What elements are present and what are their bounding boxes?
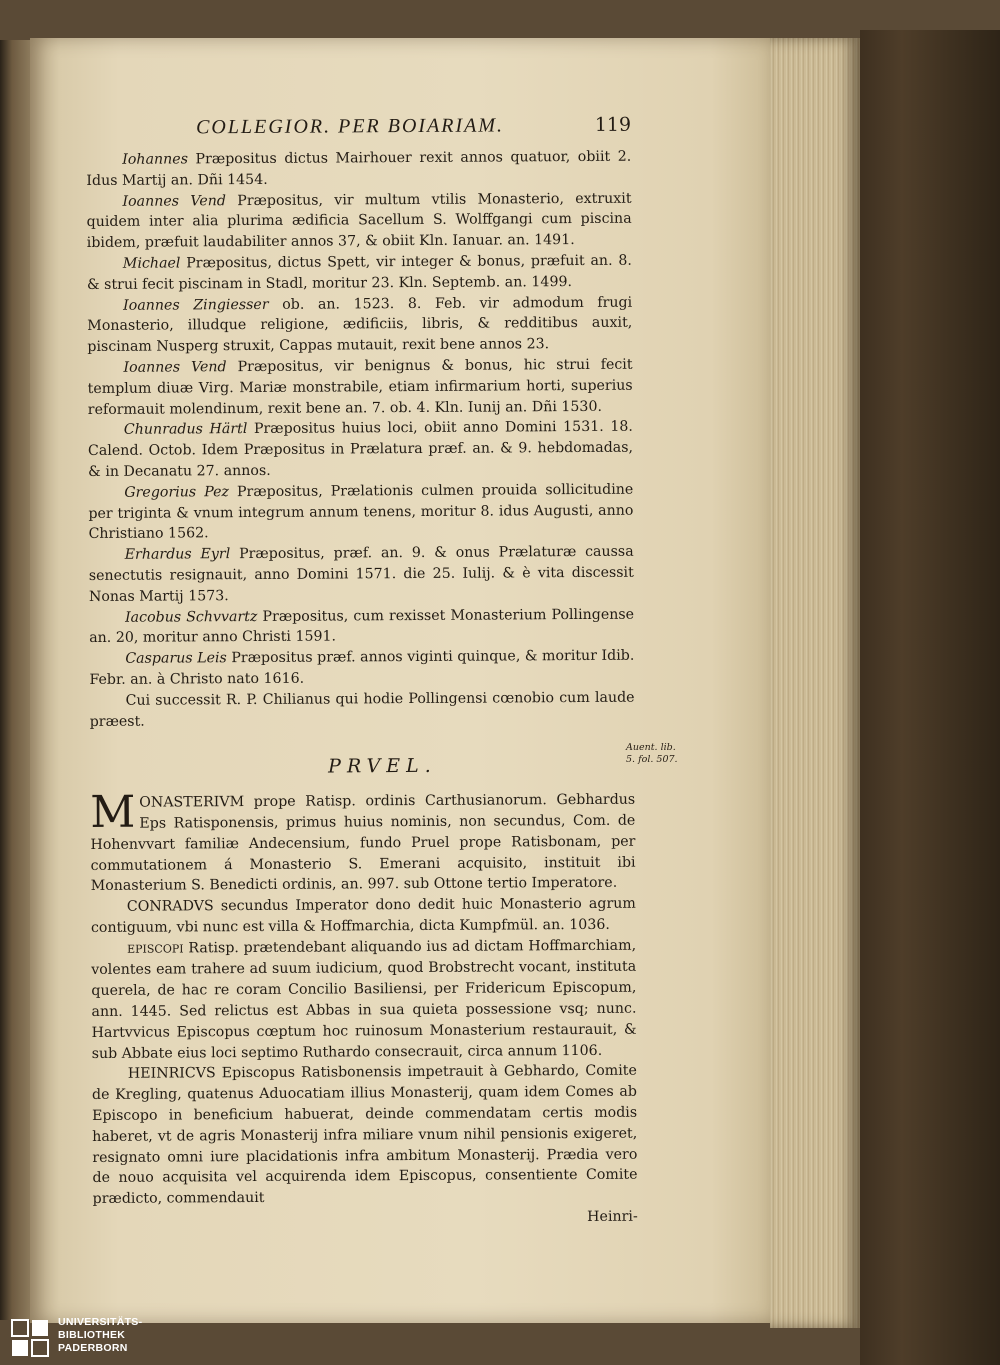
running-head (86, 115, 631, 146)
entry-text: Præpositus, præf. an. 9. & onus Prælaturæ caussa senectutis resignauit, anno Domini 1571. die 25. Iulij. & è vita discessit Nonas Martij 1573. (88, 543, 634, 605)
entry-name: Ioannes Vend (123, 359, 227, 376)
paragraph-text: prope Ratisp. ordinis Carthusianorum. Gebhardus Eps Ratisponensis, primus huius nominis, non secundus, Com. de Hohenvvart familiæ Andecensium, fundo Pruel prope Ratisbonam, per commutationem á Monasterio S. Emerani acquisito, instituit ibi Monasterium S. Benedicti ordinis, an. 997. sub Ottone tertio Imperatore. (90, 791, 636, 895)
list-item (87, 251, 632, 296)
entry-text: Præpositus huius loci, obiit anno Domini 1531. 18. Calend. Octob. Idem Præpositus in Prælatura præf. an. & 9. hebdomadas, & in Decanatu 27. annos. (87, 419, 634, 480)
entry-name: Ioannes Vend (122, 192, 226, 210)
paragraph-text: secundus Imperator dono dedit huic Monasterio agrum contiguum, vbi nunc est villa & Hoffmarchia, dicta Kumpfmül. an. 1036. (90, 895, 636, 936)
entry-name: Iacobus Schvvartz (125, 608, 258, 626)
entry-text: Præpositus, cum rexisset Monasterium Pollingense an. 20, moritur anno Christi 1591. (89, 606, 635, 647)
list-item (88, 417, 633, 483)
entry-name: Casparus Leis (125, 650, 227, 667)
entry-name: Ioannes Zingiesser (123, 296, 269, 314)
list-item (86, 147, 631, 192)
list-item (89, 604, 634, 649)
entry-text: Præpositus, vir benignus & bonus, hic strui fecit templum diuæ Virg. Mariæ monstrabile, etiam infirmarium horti, superius reformauit molendinum, rexit bene an. 7. ob. 4. Kln. Iunij an. Dñi 1530. (87, 356, 633, 418)
list-item (86, 188, 631, 254)
logo-line: UNIVERSITÄTS- (58, 1316, 143, 1328)
entry-text: Cui successit R. P. Chilianus qui hodie Pollingensi cœnobio cum laude præest. (89, 689, 635, 730)
entry-text: Præpositus, Prælationis culmen prouida sollicitudine per triginta & vnum integrum annum tenens, moritur 8. idus Augusti, anno Christiano 1562. (88, 481, 634, 543)
page-number: 119 (594, 113, 632, 136)
logo-line: PADERBORN (58, 1342, 128, 1354)
entry-name: Erhardus Eyrl (124, 546, 231, 563)
library-logo-icon (10, 1318, 50, 1358)
library-logo (8, 1312, 168, 1362)
margin-note-line: 5. fol. 507. (626, 754, 678, 765)
library-logo-text (58, 1316, 142, 1355)
paragraph-text: Episcopus Ratisbonensis impetrauit à Gebhardo, Comite de Kregling, quatenus Aduocatiam illius Monasterij, quam idem Comes ab Episcopo in beneficium habuerat, deinde commendatam certis modis haberet, vt de agris Monasterij infra miliare vnum nihil pensionis exigeret, resignato omni iure placidationis infra ambitum Monasterij. Prædia vero de nouo acquisita vel acquirenda idem Episcopus, consentiente Comite prædicto, commendauit (91, 1063, 638, 1208)
list-item (87, 355, 632, 421)
entry-name: Iohannes (122, 151, 189, 168)
margin-note-line: Auent. lib. (626, 742, 676, 753)
paragraph-lead: CONRADVS (126, 898, 214, 915)
paragraph-lead: EPISCOPI (127, 942, 184, 956)
margin-note (626, 742, 706, 766)
paragraph (91, 935, 637, 1064)
paragraph (90, 786, 636, 897)
section-title: PRVEL. (328, 755, 437, 778)
book-cover (860, 30, 1000, 1365)
list-item (89, 687, 634, 732)
paragraph (91, 894, 636, 939)
entry-text: Præpositus, vir multum vtilis Monasterio, extruxit quidem inter alia plurima ædificia Sacellum S. Wolffgangi cum piscina ibidem, præfuit laudabiliter annos 37, & obiit Kln. Ianuar. an. 1491. (86, 190, 632, 252)
entry-name: Michael (122, 255, 181, 272)
list-item (88, 479, 633, 545)
entry-text: Præpositus præf. annos viginti quinque, & moritur Idib. Febr. an. à Christo nato 1616. (89, 647, 635, 688)
provost-list (86, 147, 635, 733)
page-stack-edge (770, 38, 860, 1328)
entry-text: Præpositus, dictus Spett, vir integer & bonus, præfuit an. 8. & strui fecit piscinam in Stadl, moritur 23. Kln. Septemb. an. 1499. (86, 252, 632, 293)
previous-page-edge (0, 40, 30, 1320)
entry-name: Gregorius Pez (124, 483, 230, 501)
drop-capital: M (90, 786, 136, 839)
paragraph-text: Ratisp. prætendebant aliquando ius ad dictam Hoffmarchiam, volentes eam trahere ad suum iudicium, quod Brobstrecht vocant, instituta querela, de hac re coram Concilio Basiliensi, per Fridericum Episcopum, ann. 1445. Sed relictus est Abbas in sua quieta possessione vsq; nunc. Hartvvicus Episcopus cœptum hoc ruinosum Monasterium restaurauit, & sub Abbate eius loci septimo Ruthardo consecrauit, circa annum 1106. (91, 937, 637, 1062)
paragraph (92, 1061, 638, 1210)
section-body (90, 786, 638, 1231)
entry-text: ob. an. 1523. 8. Feb. vir admodum frugi Monasterio, illudque religione, ædificiis, libris, & redditibus auxit, piscinam Nusperg struxit, Cappas mutauit, rexit bene annos 23. (87, 294, 633, 356)
paragraph-lead: ONASTERIVM (139, 794, 245, 811)
paragraph-lead: HEINRICVS (127, 1065, 216, 1083)
list-item (89, 542, 634, 608)
page-text (86, 115, 638, 1231)
entry-name: Chunradus Härtl (123, 421, 248, 439)
running-title: COLLEGIOR. PER BOIARIAM. (195, 114, 505, 139)
entry-text: Præpositus dictus Mairhouer rexit annos quatuor, obiit 2. Idus Martij an. Dñi 1454. (86, 148, 632, 189)
list-item (87, 292, 632, 358)
logo-line: BIBLIOTHEK (58, 1329, 126, 1341)
catchword: Heinri- (587, 1208, 638, 1226)
list-item (89, 646, 634, 691)
